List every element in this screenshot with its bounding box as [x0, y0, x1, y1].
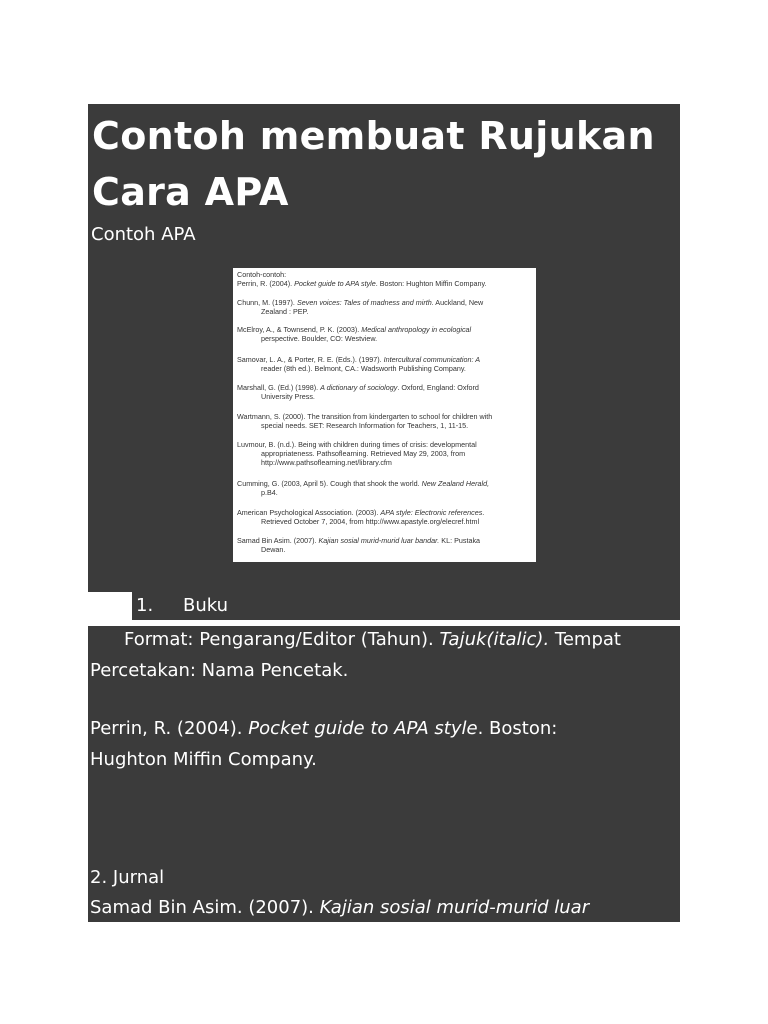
example-1-line-2: Hughton Miffin Company.: [90, 749, 317, 770]
reference-entry: Marshall, G. (Ed.) (1998). A dictionary of sociology. Oxford, England: Oxford University Press.: [237, 383, 479, 401]
format-line-2: Percetakan: Nama Pencetak.: [90, 660, 349, 681]
image-header: Contoh-contoh:: [237, 270, 287, 279]
item-1-label: Buku: [183, 595, 229, 616]
reference-entry: American Psychological Association. (2003). APA style: Electronic references. Retrieved October 7, 2004, from http://www.apastyle.org/elecref.html: [237, 508, 485, 526]
reference-entry: McElroy, A., & Townsend, P. K. (2003). Medical anthropology in ecological perspective. Boulder, CO: Westview.: [237, 325, 472, 343]
reference-entry: Wartmann, S. (2000). The transition from kindergarten to school for children with special needs. SET: Research Information for Teachers, 1, 11-15.: [237, 412, 493, 430]
reference-entry: Chunn, M. (1997). Seven voices: Tales of madness and mirth. Auckland, New Zealand : PEP.: [237, 298, 484, 316]
page-title: Contoh membuat Rujukan Cara APA: [92, 114, 655, 214]
reference-entry: Samad Bin Asim. (2007). Kajian sosial murid-murid luar bandar. KL: Pustaka Dewan.: [237, 536, 481, 554]
reference-entry: Perrin, R. (2004). Pocket guide to APA style. Boston: Hughton Miffin Company.: [237, 279, 487, 288]
item-2-heading: 2. Jurnal: [90, 867, 165, 888]
reference-entry: Luvmour, B. (n.d.). Being with children during times of crisis: developmental appropriateness. Pathsoflearning. Retrieved May 29, 2003, from http://www.pathsoflearning.net/library.cfm: [237, 440, 477, 467]
example-2-line: Samad Bin Asim. (2007). Kajian sosial murid-murid luar: [90, 897, 590, 918]
item-1-number: 1.: [136, 595, 154, 616]
format-line: Format: Pengarang/Editor (Tahun). Tajuk(italic). Tempat: [124, 629, 621, 650]
apa-examples-image: [233, 268, 536, 562]
reference-entry: Cumming, G. (2003, April 5). Cough that shook the world. New Zealand Herald, p.B4.: [237, 479, 490, 497]
reference-entry: Samovar, L. A., & Porter, R. E. (Eds.). (1997). Intercultural communication: A reader (8th ed.). Belmont, CA.: Wadsworth Publishing Company.: [237, 355, 481, 373]
subtitle: Contoh APA: [91, 224, 196, 245]
item-1-bar: [88, 592, 680, 620]
example-1-line: Perrin, R. (2004). Pocket guide to APA style. Boston:: [90, 718, 558, 739]
